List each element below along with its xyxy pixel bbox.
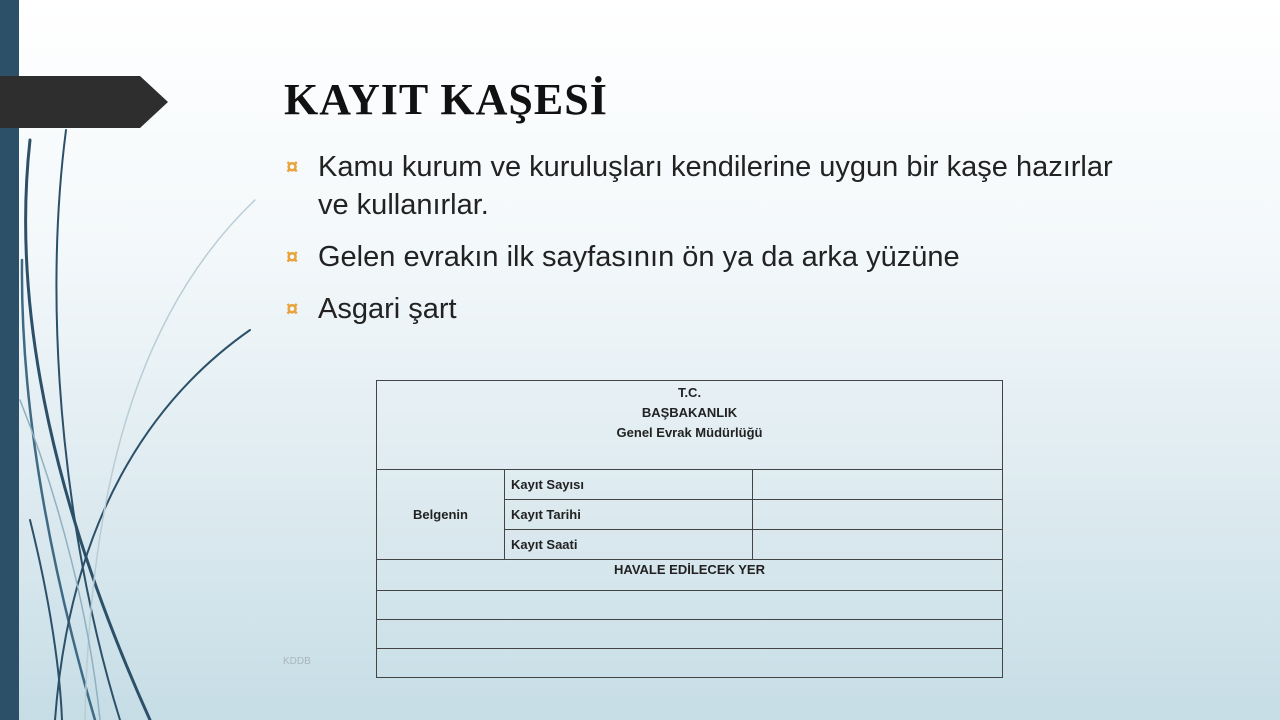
routing-header: HAVALE EDİLECEK YER	[377, 560, 1003, 591]
bullet-text: Gelen evrakın ilk sayfasının ön ya da arka yüzüne	[318, 241, 960, 273]
bullet-item	[286, 238, 1116, 276]
bullet-item	[286, 290, 1116, 328]
footer-text: KDDB	[283, 656, 311, 667]
bullet-x-icon: ¤	[286, 244, 299, 269]
slide-title: KAYIT KAŞESİ	[284, 75, 608, 124]
routing-blank-row	[377, 649, 1003, 678]
bullet-x-icon: ¤	[286, 154, 299, 179]
field-value-kayit-sayisi	[753, 470, 1003, 500]
stamp-header-line: Genel Evrak Müdürlüğü	[616, 425, 763, 440]
routing-blank-row	[377, 591, 1003, 620]
field-label-kayit-sayisi: Kayıt Sayısı	[505, 470, 753, 500]
belgenin-label: Belgenin	[377, 470, 505, 560]
stamp-header-line: BAŞBAKANLIK	[641, 405, 738, 420]
field-label-kayit-tarihi: Kayıt Tarihi	[505, 500, 753, 530]
stamp-header	[377, 381, 1003, 470]
bullet-list	[286, 148, 1116, 342]
field-value-kayit-saati	[753, 530, 1003, 560]
bullet-text: Kamu kurum ve kuruluşları kendilerine uygun bir kaşe hazırlar ve kullanırlar.	[318, 151, 1113, 221]
bullet-item	[286, 148, 1116, 224]
field-value-kayit-tarihi	[753, 500, 1003, 530]
stamp-header-line: T.C.	[677, 385, 702, 400]
bullet-text: Asgari şart	[318, 293, 457, 325]
bullet-x-icon: ¤	[286, 296, 299, 321]
title-tab-shape	[0, 76, 168, 128]
routing-blank-row	[377, 620, 1003, 649]
field-label-kayit-saati: Kayıt Saati	[505, 530, 753, 560]
registration-stamp-table	[376, 380, 1003, 678]
